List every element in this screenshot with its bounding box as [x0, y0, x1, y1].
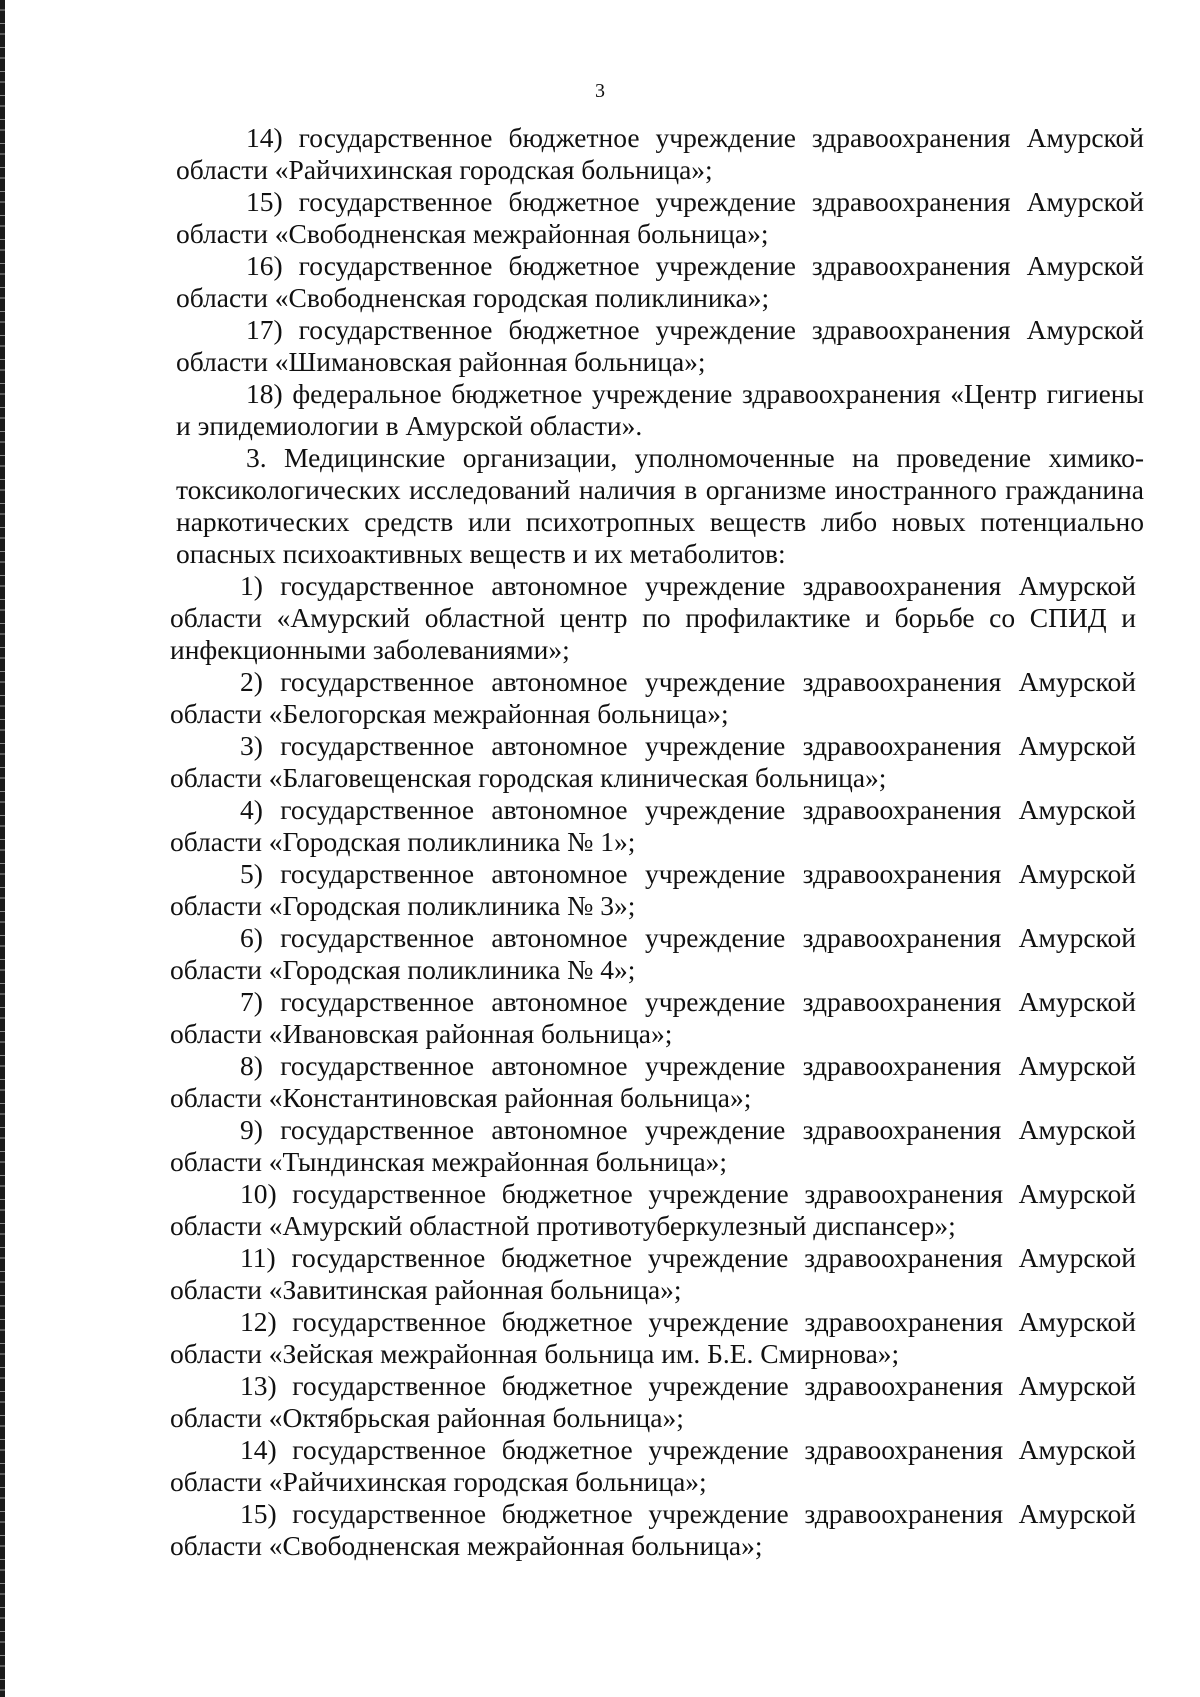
paragraph-item-2-avtonomnoe: 2) государственное автономное учреждение здравоохранения Амурской области «Белогорская межрайонная больница»;: [170, 666, 1136, 729]
paragraph-item-17-bjudzhetnoe: 17) государственное бюджетное учреждение здравоохранения Амурской области «Шимановская районная больница»;: [176, 314, 1144, 377]
document-body: [170, 122, 1144, 1562]
paragraph-item-9-avtonomnoe: 9) государственное автономное учреждение здравоохранения Амурской области «Тындинская межрайонная больница»;: [170, 1114, 1136, 1177]
paragraph-item-12-bjudzhetnoe: 12) государственное бюджетное учреждение здравоохранения Амурской области «Зейская межрайонная больница им. Б.Е. Смирнова»;: [170, 1306, 1136, 1369]
paragraph-item-7-avtonomnoe: 7) государственное автономное учреждение здравоохранения Амурской области «Ивановская районная больница»;: [170, 986, 1136, 1049]
paragraph-item-13-bjudzhetnoe: 13) государственное бюджетное учреждение здравоохранения Амурской области «Октябрьская районная больница»;: [170, 1370, 1136, 1433]
page-number: 3: [595, 80, 605, 102]
paragraph-item-18-federalnoe: 18) федеральное бюджетное учреждение здравоохранения «Центр гигиены и эпидемиологии в Амурской области».: [176, 378, 1144, 441]
paragraph-item-16-bjudzhetnoe: 16) государственное бюджетное учреждение здравоохранения Амурской области «Свободненская городская поликлиника»;: [176, 250, 1144, 313]
paragraph-item-4-avtonomnoe: 4) государственное автономное учреждение здравоохранения Амурской области «Городская поликлиника № 1»;: [170, 794, 1136, 857]
paragraph-item-5-avtonomnoe: 5) государственное автономное учреждение здравоохранения Амурской области «Городская поликлиника № 3»;: [170, 858, 1136, 921]
paragraph-item-11-bjudzhetnoe: 11) государственное бюджетное учреждение здравоохранения Амурской области «Завитинская районная больница»;: [170, 1242, 1136, 1305]
paragraph-item-3-avtonomnoe: 3) государственное автономное учреждение здравоохранения Амурской области «Благовещенская городская клиническая больница»;: [170, 730, 1136, 793]
paragraph-item-8-avtonomnoe: 8) государственное автономное учреждение здравоохранения Амурской области «Константиновская районная больница»;: [170, 1050, 1136, 1113]
paragraph-item-6-avtonomnoe: 6) государственное автономное учреждение здравоохранения Амурской области «Городская поликлиника № 4»;: [170, 922, 1136, 985]
paragraph-item-14-bjudzhetnoe: 14) государственное бюджетное учреждение здравоохранения Амурской области «Райчихинская городская больница»;: [176, 122, 1144, 185]
scan-edge-artifact: [0, 0, 5, 1697]
paragraph-item-15-bjudzhetnoe-repeat: 15) государственное бюджетное учреждение здравоохранения Амурской области «Свободненская межрайонная больница»;: [170, 1498, 1136, 1561]
paragraph-item-1-avtonomnoe: 1) государственное автономное учреждение здравоохранения Амурской области «Амурский областной центр по профилактике и борьбе со СПИД и инфекционными заболеваниями»;: [170, 570, 1136, 665]
paragraph-item-15-bjudzhetnoe: 15) государственное бюджетное учреждение здравоохранения Амурской области «Свободненская межрайонная больница»;: [176, 186, 1144, 249]
paragraph-section-3-heading: 3. Медицинские организации, уполномоченные на проведение химико-токсикологических исследований наличия в организме иностранного гражданина наркотических средств или психотропных веществ либо новых потенциально опасных психоактивных веществ и их метаболитов:: [176, 442, 1144, 569]
paragraph-item-10-bjudzhetnoe: 10) государственное бюджетное учреждение здравоохранения Амурской области «Амурский областной противотуберкулезный диспансер»;: [170, 1178, 1136, 1241]
paragraph-item-14-bjudzhetnoe-repeat: 14) государственное бюджетное учреждение здравоохранения Амурской области «Райчихинская городская больница»;: [170, 1434, 1136, 1497]
